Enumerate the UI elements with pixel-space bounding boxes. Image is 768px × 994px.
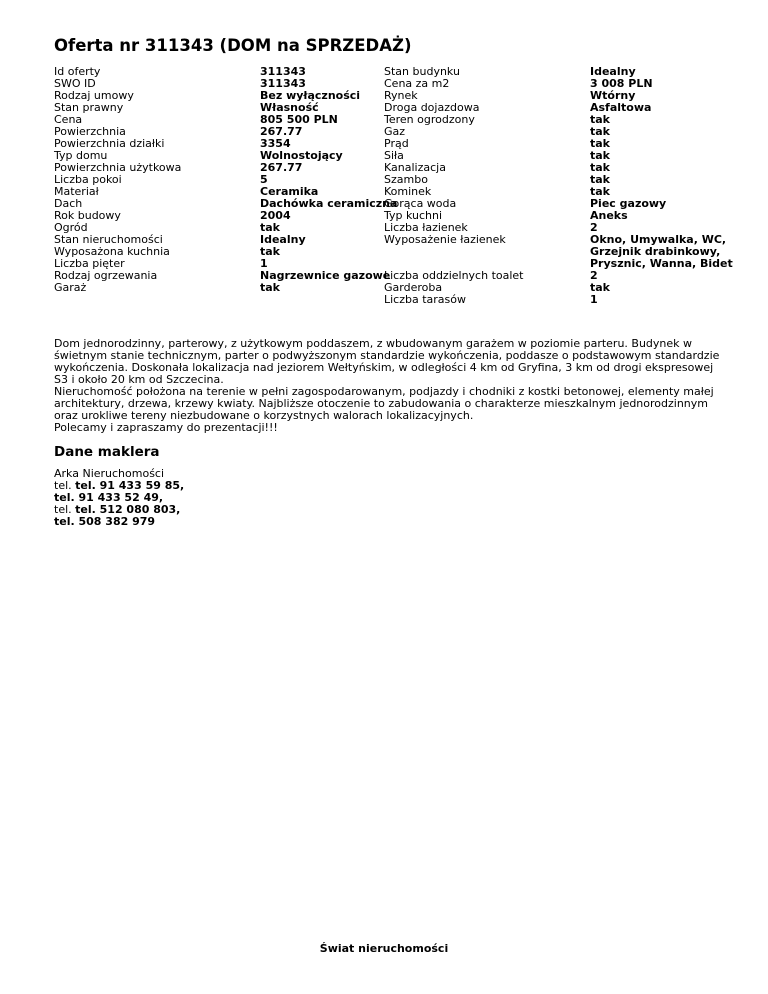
detail-label: Teren ogrodzony bbox=[384, 113, 475, 126]
detail-value: tak bbox=[260, 221, 280, 234]
phone-number[interactable]: tel. 91 433 52 49, bbox=[54, 491, 164, 504]
phone-prefix: tel. bbox=[54, 503, 76, 516]
detail-value: 2 bbox=[590, 221, 598, 234]
detail-value: 311343 bbox=[260, 65, 306, 78]
detail-label: Powierzchnia bbox=[54, 125, 126, 138]
detail-value: Ceramika bbox=[260, 185, 319, 198]
description-paragraph: Dom jednorodzinny, parterowy, z użytkowym poddaszem, z wbudowanym garażem w poziomie parteru. Budynek w świetnym stanie technicznym, parter o podwyższonym standardzie wykończenia, poddasze o podstawowym standardzie wykończenia. Doskonała lokalizacja nad jeziorem Wełtyńskim, w odległości 4 km od Gryfina, 3 km od drogi ekspresowej S3 i około 20 km od Szczecina. bbox=[54, 337, 720, 386]
detail-label: Stan budynku bbox=[384, 65, 460, 78]
detail-value: 3 008 PLN bbox=[590, 77, 653, 90]
detail-label: Gorąca woda bbox=[384, 197, 457, 210]
detail-label: Rynek bbox=[384, 89, 418, 102]
detail-value: tak bbox=[590, 161, 610, 174]
detail-label bbox=[384, 246, 524, 258]
detail-value: tak bbox=[590, 149, 610, 162]
detail-label: Dach bbox=[54, 197, 83, 210]
detail-value: 267.77 bbox=[260, 125, 303, 138]
detail-value: Nagrzewnice gazowe bbox=[260, 269, 391, 282]
detail-label: Cena za m2 bbox=[384, 77, 450, 90]
detail-value: 1 bbox=[590, 293, 598, 306]
detail-value: 2004 bbox=[260, 209, 291, 222]
detail-value: Grzejnik drabinkowy, bbox=[590, 245, 721, 258]
detail-label: Droga dojazdowa bbox=[384, 101, 480, 114]
detail-value: tak bbox=[590, 113, 610, 126]
detail-label: Liczba pokoi bbox=[54, 173, 122, 186]
detail-label: Typ domu bbox=[54, 149, 108, 162]
broker-phone-line bbox=[54, 516, 184, 528]
phone-number[interactable]: tel. 508 382 979 bbox=[54, 515, 156, 528]
detail-value: 2 bbox=[590, 269, 598, 282]
detail-value: tak bbox=[260, 281, 280, 294]
detail-value: Wtórny bbox=[590, 89, 636, 102]
footer-brand: Świat nieruchomości bbox=[319, 942, 449, 955]
detail-value: Prysznic, Wanna, Bidet bbox=[590, 257, 733, 270]
details-values-column-1 bbox=[260, 66, 397, 294]
detail-label: Typ kuchni bbox=[384, 209, 443, 222]
broker-heading: Dane maklera bbox=[54, 444, 160, 460]
detail-label: Gaz bbox=[384, 125, 406, 138]
detail-value: 311343 bbox=[260, 77, 306, 90]
detail-value: Aneks bbox=[590, 209, 628, 222]
detail-label: SWO ID bbox=[54, 77, 96, 90]
detail-label: Materiał bbox=[54, 185, 99, 198]
phone-number[interactable]: tel. 512 080 803, bbox=[75, 503, 181, 516]
detail-label: Siła bbox=[384, 149, 404, 162]
offer-title: Oferta nr 311343 (DOM na SPRZEDAŻ) bbox=[54, 36, 412, 55]
detail-label: Stan prawny bbox=[54, 101, 124, 114]
detail-label: Cena bbox=[54, 113, 83, 126]
detail-value: tak bbox=[590, 137, 610, 150]
description-paragraph: Nieruchomość położona na terenie w pełni zagospodarowanym, podjazdy i chodniki z kostki betonowej, elementy małej architektury, drzewa, krzewy kwiaty. Najbliższe otoczenie to zabudowania o charakterze mieszkalnym jednorodzinnym oraz urokliwe tereny niezbudowane o korzystnych walorach lokalizacyjnych. bbox=[54, 385, 714, 422]
detail-label: Stan nieruchomości bbox=[54, 233, 163, 246]
phone-number[interactable]: tel. 91 433 59 85, bbox=[75, 479, 185, 492]
detail-label: Liczba tarasów bbox=[384, 293, 467, 306]
broker-info bbox=[54, 468, 184, 528]
detail-value: tak bbox=[590, 185, 610, 198]
detail-label: Rodzaj ogrzewania bbox=[54, 269, 158, 282]
detail-label: Liczba łazienek bbox=[384, 221, 468, 234]
details-values-column-2 bbox=[590, 66, 733, 306]
detail-value: Wolnostojący bbox=[260, 149, 343, 162]
phone-prefix: tel. bbox=[54, 479, 76, 492]
detail-label: Garaż bbox=[54, 281, 87, 294]
detail-label: Liczba pięter bbox=[54, 257, 125, 270]
detail-label: Wyposażona kuchnia bbox=[54, 245, 170, 258]
detail-value: tak bbox=[260, 245, 280, 258]
detail-label: Prąd bbox=[384, 137, 409, 150]
detail-value: Piec gazowy bbox=[590, 197, 667, 210]
detail-label: Rok budowy bbox=[54, 209, 121, 222]
detail-label: Garderoba bbox=[384, 281, 443, 294]
details-labels-column-2 bbox=[384, 66, 524, 306]
broker-name: Arka Nieruchomości bbox=[54, 467, 165, 480]
detail-label: Kanalizacja bbox=[384, 161, 446, 174]
detail-value: 267.77 bbox=[260, 161, 303, 174]
offer-description bbox=[54, 338, 729, 434]
detail-label: Szambo bbox=[384, 173, 428, 186]
detail-value: Idealny bbox=[590, 65, 636, 78]
detail-label: Powierzchnia działki bbox=[54, 137, 165, 150]
details-labels-column-1 bbox=[54, 66, 181, 294]
detail-value: Dachówka ceramiczna bbox=[260, 197, 398, 210]
detail-value: tak bbox=[590, 281, 610, 294]
detail-label: Id oferty bbox=[54, 65, 101, 78]
detail-label: Wyposażenie łazienek bbox=[384, 233, 506, 246]
detail-value: Idealny bbox=[260, 233, 306, 246]
detail-value: tak bbox=[590, 125, 610, 138]
detail-value: 805 500 PLN bbox=[260, 113, 338, 126]
detail-value: tak bbox=[590, 173, 610, 186]
detail-value: Okno, Umywalka, WC, bbox=[590, 233, 727, 246]
detail-value: 3354 bbox=[260, 137, 291, 150]
detail-value: Bez wyłączności bbox=[260, 89, 361, 102]
detail-value: Własność bbox=[260, 101, 319, 114]
detail-label: Ogród bbox=[54, 221, 88, 234]
detail-label: Rodzaj umowy bbox=[54, 89, 134, 102]
description-paragraph: Polecamy i zapraszamy do prezentacji!!! bbox=[54, 421, 278, 434]
detail-label: Kominek bbox=[384, 185, 432, 198]
detail-value: 1 bbox=[260, 257, 268, 270]
detail-value: 5 bbox=[260, 173, 268, 186]
detail-label: Powierzchnia użytkowa bbox=[54, 161, 182, 174]
detail-value: Asfaltowa bbox=[590, 101, 652, 114]
detail-label: Liczba oddzielnych toalet bbox=[384, 269, 524, 282]
